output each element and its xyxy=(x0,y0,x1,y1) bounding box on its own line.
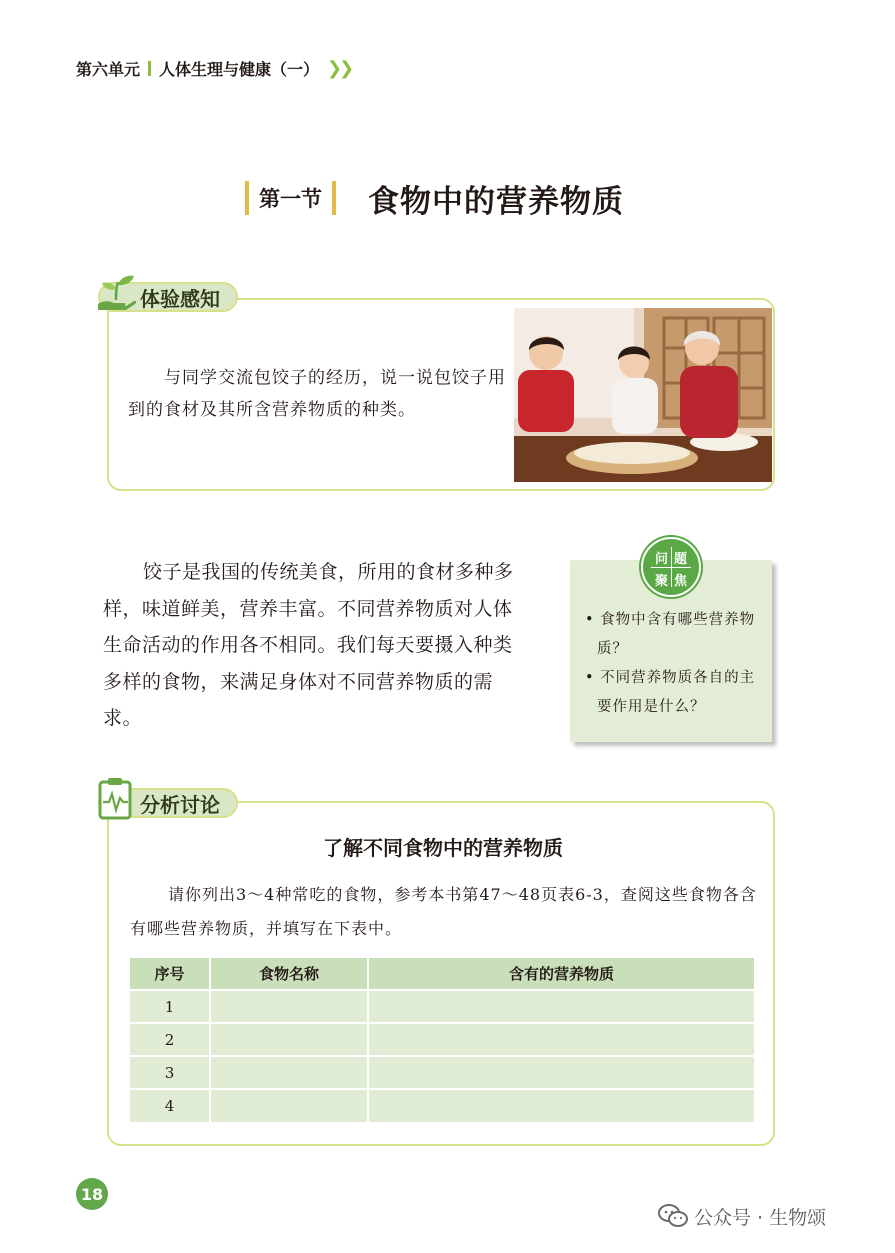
watermark xyxy=(658,1199,826,1233)
discussion-tab-label: 分析讨论 xyxy=(140,792,220,817)
question-focus-badge xyxy=(641,537,701,597)
chapter-label: 人体生理与健康（一） xyxy=(159,59,320,79)
food-name-cell[interactable] xyxy=(210,1056,368,1089)
nutrients-cell[interactable] xyxy=(368,990,754,1023)
row-index: 1 xyxy=(130,990,210,1023)
dumpling-family-photo xyxy=(514,308,772,482)
table-row xyxy=(130,1089,754,1122)
watermark-text: 公众号 · 生物颂 xyxy=(694,1206,827,1229)
main-paragraph: 饺子是我国的传统美食，所用的食材多种多样，味道鲜美，营养丰富。不同营养物质对人体生命活动的作用各不相同。我们每天要摄入种类多样的食物，来满足身体对不同营养物质的需求。 xyxy=(103,561,514,729)
row-index: 3 xyxy=(130,1056,210,1089)
row-index: 4 xyxy=(130,1089,210,1122)
badge-v-divider xyxy=(671,547,672,587)
row-index: 2 xyxy=(130,1023,210,1056)
table-header-row xyxy=(130,958,754,990)
header-food-name: 食物名称 xyxy=(210,958,368,990)
nutrients-cell[interactable] xyxy=(368,1023,754,1056)
activity-title: 了解不同食物中的营养物质 xyxy=(323,836,563,860)
food-name-cell[interactable] xyxy=(210,1089,368,1122)
unit-label: 第六单元 xyxy=(76,59,141,79)
badge-char-2: 题 xyxy=(674,552,688,567)
double-chevron-icon: ❯❯ xyxy=(327,57,352,79)
table-row xyxy=(130,1056,754,1089)
title-bar-right xyxy=(332,181,336,215)
table-row xyxy=(130,990,754,1023)
badge-char-3: 聚 xyxy=(655,574,669,589)
experience-tab-label: 体验感知 xyxy=(140,286,220,311)
sprout-hand-icon xyxy=(96,270,136,314)
header-index: 序号 xyxy=(130,958,210,990)
nutrient-table xyxy=(130,958,754,1122)
header-divider xyxy=(148,61,151,76)
activity-instructions: 请你列出3～4种常吃的食物，参考本书第47～48页表6-3，查阅这些食物各含有哪些营养物质，并填写在下表中。 xyxy=(130,885,757,938)
badge-char-1: 问 xyxy=(655,552,669,567)
header-nutrients: 含有的营养物质 xyxy=(368,958,754,990)
food-name-cell[interactable] xyxy=(210,990,368,1023)
wechat-icon xyxy=(658,1203,688,1229)
experience-text: 与同学交流包饺子的经历，说一说包饺子用到的食材及其所含营养物质的种类。 xyxy=(128,368,506,420)
discussion-tab xyxy=(98,788,238,818)
question-item: • 不同营养物质各自的主要作用是什么？ xyxy=(585,670,756,715)
food-name-cell[interactable] xyxy=(210,1023,368,1056)
experience-tab xyxy=(98,282,238,312)
question-list xyxy=(583,606,768,722)
badge-char-4: 焦 xyxy=(674,574,688,589)
page-number: 18 xyxy=(76,1178,108,1210)
table-row xyxy=(130,1023,754,1056)
section-name: 食物中的营养物质 xyxy=(368,183,624,220)
clipboard-pulse-icon xyxy=(96,776,136,820)
section-title xyxy=(245,176,624,220)
unit-header xyxy=(76,57,351,79)
nutrients-cell[interactable] xyxy=(368,1089,754,1122)
question-item: • 食物中含有哪些营养物质？ xyxy=(585,612,756,657)
nutrients-cell[interactable] xyxy=(368,1056,754,1089)
section-number: 第一节 xyxy=(259,187,322,211)
